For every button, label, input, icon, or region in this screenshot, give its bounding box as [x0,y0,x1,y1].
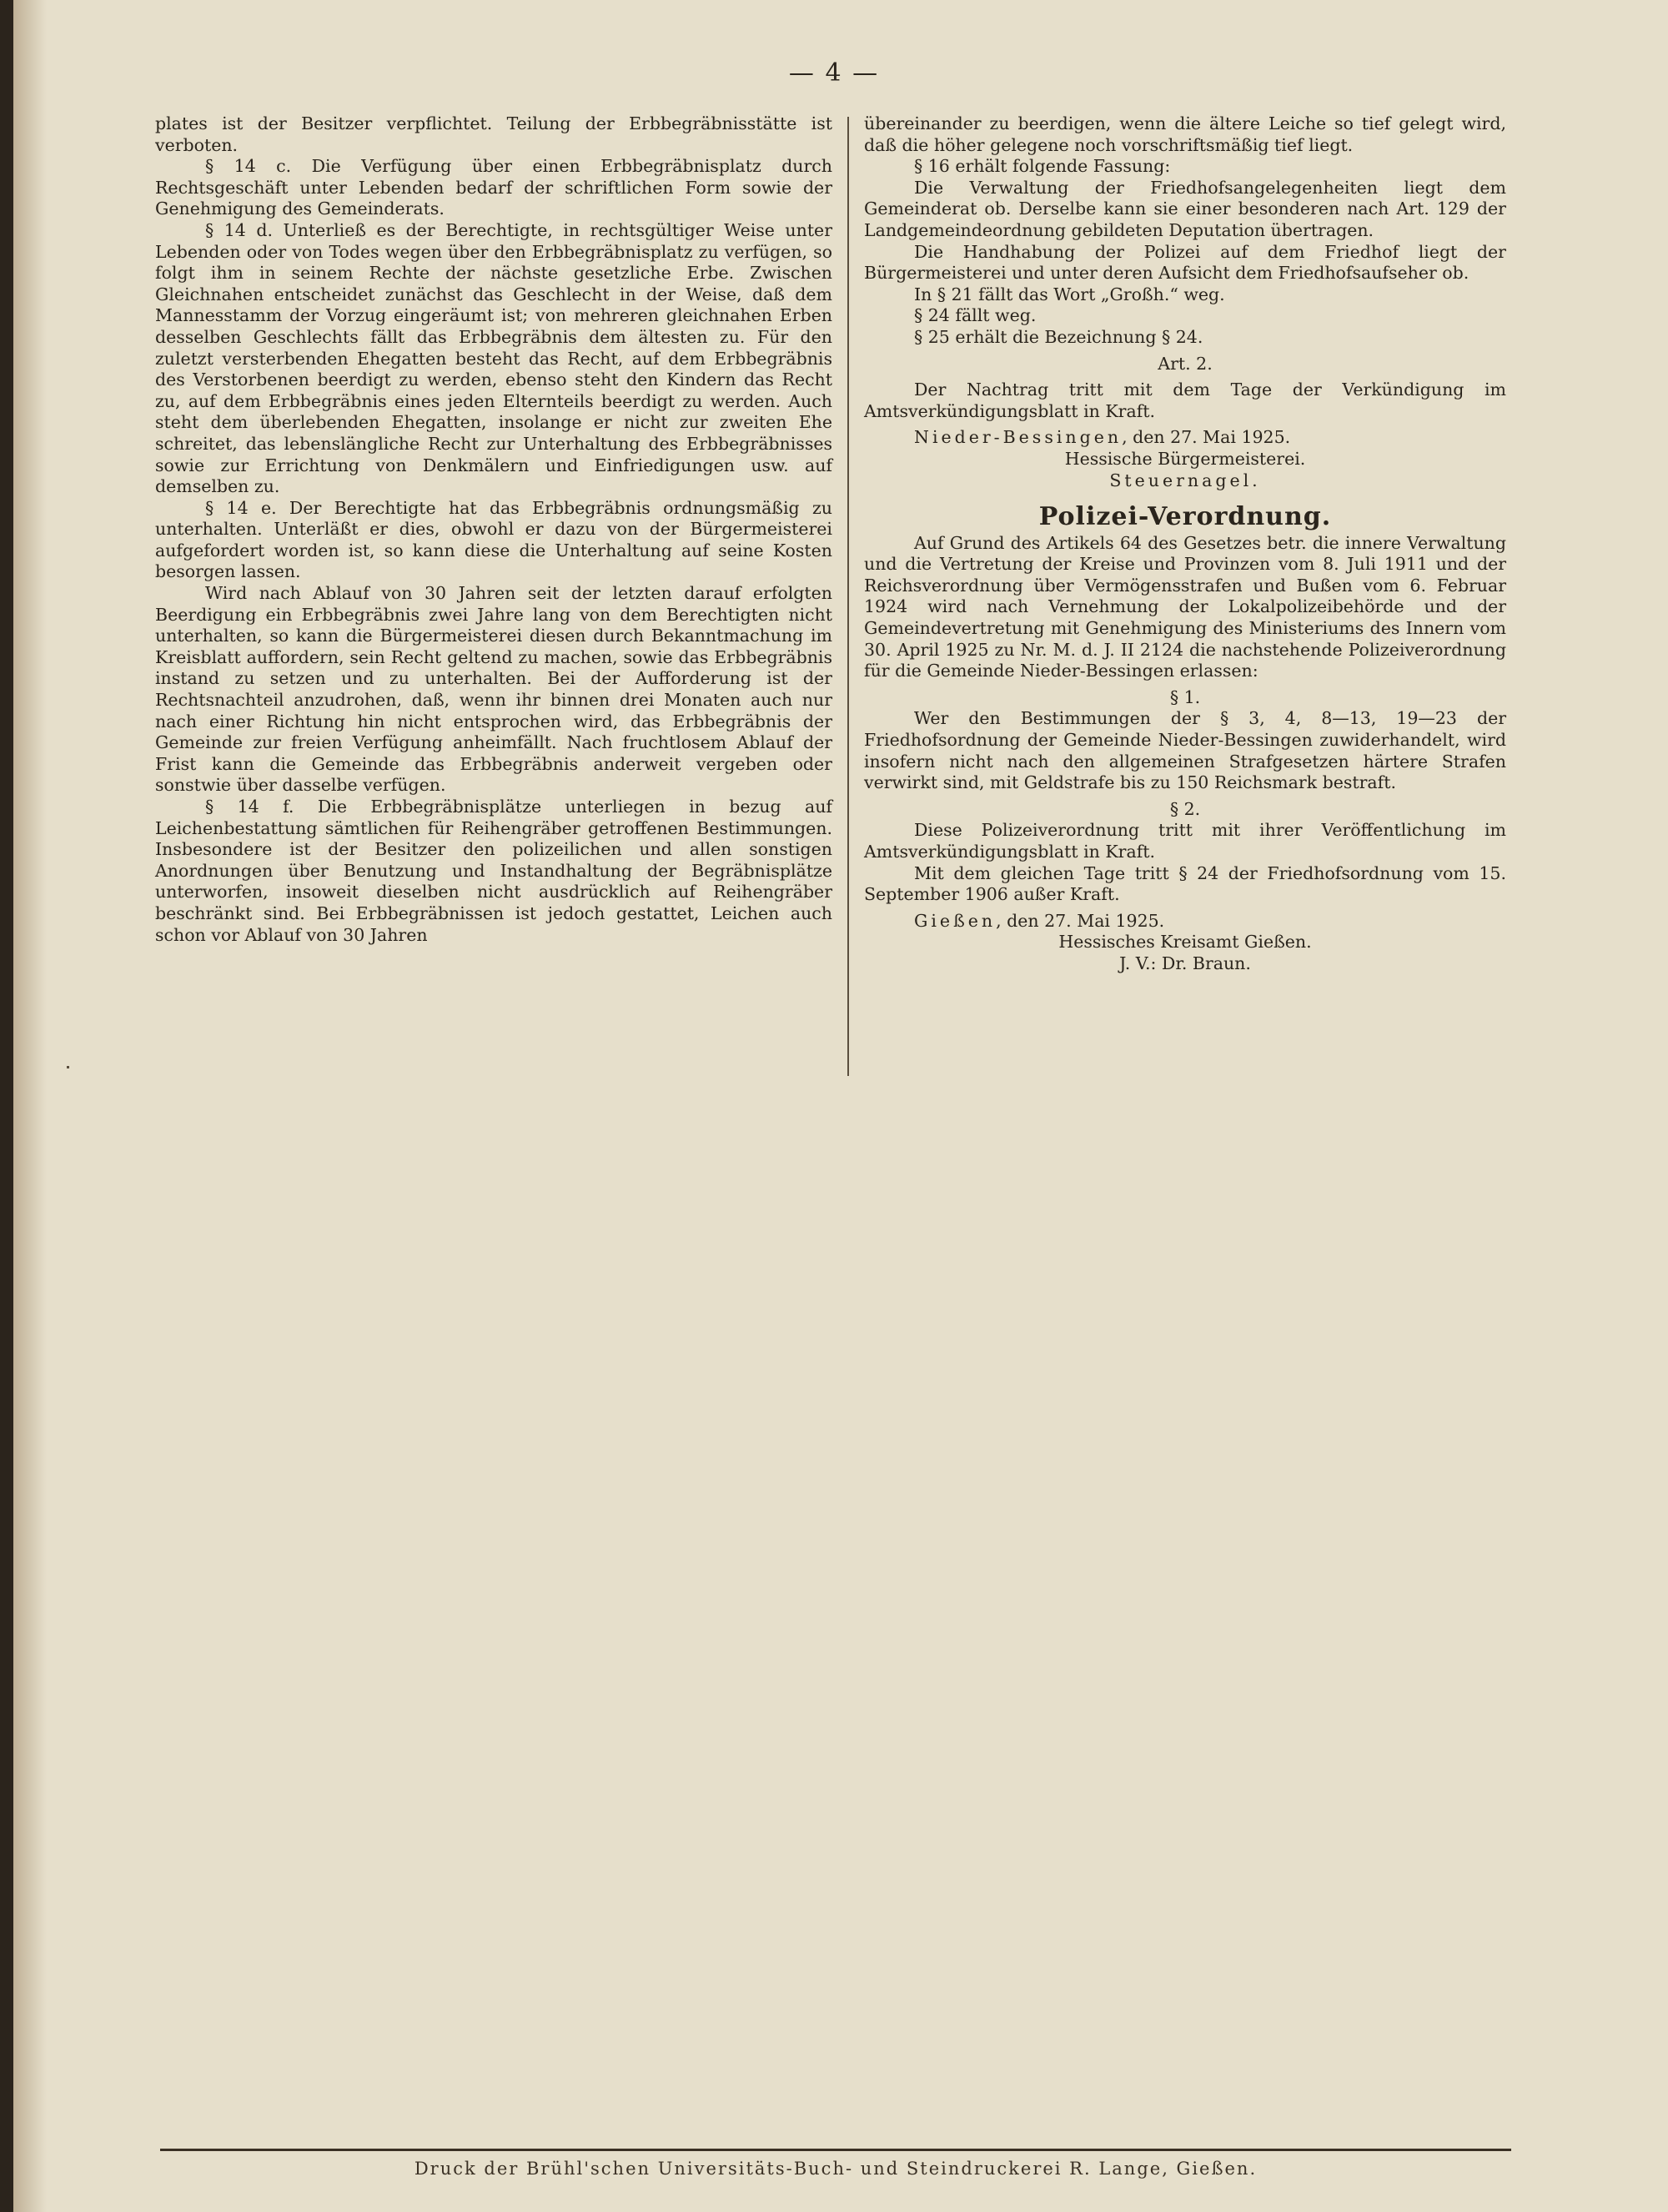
section-2-text-2: Mit dem gleichen Tage tritt § 24 der Friedhofsordnung vom 15. September 1906 außer Kraft. [864,862,1506,905]
paragraph-14e-cont: Wird nach Ablauf von 30 Jahren seit der letzten darauf erfolgten Beerdigung ein Erbbegräbnis zwei Jahre lang von dem Berechtigten nicht unterhalten, so kann die Bürgermeisterei diesen durch Bekanntmachung im Kreisblatt auffordern, sein Recht geltend zu machen, sowie das Erbbegräbnis instand zu setzen und zu unterhalten. Bei der Aufforderung ist der Rechtsnachteil anzudrohen, daß, wenn ihr binnen drei Monaten auch nur nach einer Richtung hin nicht entsprochen wird, das Erbbegräbnis der Gemeinde zur freien Verfügung anheimfällt. Nach fruchtlosem Ablauf der Frist kann die Gemeinde das Erbbegräbnis anderweit vergeben oder sonstwie über dasselbe verfügen. [155,583,832,796]
authority-1: Hessische Bürgermeisterei. [1064,448,1306,469]
place-1: Nieder-Bessingen [914,427,1123,448]
page-number: — 4 — [788,58,880,88]
dateline-1 [864,427,1506,449]
binding-edge [0,0,13,2212]
column-divider [847,117,849,1076]
signer-1: Steuernagel. [1109,470,1261,490]
paragraph-14d: § 14 d. Unterließ es der Berechtigte, in rechtsgültiger Weise unter Lebenden oder von Todes wegen über den Erbbegräbnisplatz zu verfügen, so folgt ihm in seinem Rechte der nächste gesetzliche Erbe. Zwischen Gleichnahen entscheidet zunächst das Geschlecht in der Weise, daß dem Mannesstamm der Vorzug eingeräumt ist; von mehreren gleichnahen Erben desselben Geschlechts fällt das Erbbegräbnis dem ältesten zu. Für den zuletzt versterbenden Ehegatten besteht das Recht, auf dem Erbbegräbnis des Verstorbenen beerdigt zu werden, ebenso steht den Kindern das Recht zu, auf dem Erbbegräbnis eines jeden Elternteils beerdigt zu werden. Auch steht dem überlebenden Ehegatten, insolange er nicht zur zweiten Ehe schreitet, das lebenslängliche Recht zur Unterhaltung des Erbbegräbnisses sowie zur Errichtung von Denkmälern und Einfriedigungen usw. auf demselben zu. [155,219,832,497]
paragraph-16: § 16 erhält folgende Fassung: [914,156,1171,177]
paragraph-24: § 24 fällt weg. [914,305,1037,326]
article-2-text: Der Nachtrag tritt mit dem Tage der Verkündigung im Amtsverkündigungsblatt in Kraft. [864,380,1506,421]
footer-rule [160,2149,1511,2151]
authority-2: Hessisches Kreisamt Gießen. [1058,932,1312,953]
paragraph-plates: plates ist der Besitzer verpflichtet. Teilung der Erbbegräbnisstätte ist verboten. [155,113,832,155]
margin-mark [67,1066,69,1068]
section-heading: Polizei-Verordnung. [1038,502,1332,532]
section-2-heading: § 2. [1169,798,1201,819]
paragraph-16b: Die Handhabung der Polizei auf dem Friedhof liegt der Bürgermeisterei und unter deren Aufsicht dem Friedhofsaufseher ob. [864,241,1506,284]
place-2: Gießen [914,910,997,931]
paragraph-21: In § 21 fällt das Wort „Großh.“ weg. [914,284,1225,304]
section-1-heading: § 1. [1169,686,1201,707]
paragraph-14c: § 14 c. Die Verfügung über einen Erbbegräbnisplatz durch Rechtsgeschäft unter Lebenden bedarf der schriftlichen Form sowie der Genehmigung des Gemeinderats. [155,156,832,219]
section-1-text: Wer den Bestimmungen der § 3, 4, 8—13, 19—23 der Friedhofsordnung der Gemeinde Nieder-Bessingen zuwiderhandelt, wird insofern nicht nach den allgemeinen Strafgesetzen härtere Strafen verwirkt sind, mit Geldstrafe bis zu 150 Reichsmark bestraft. [864,708,1506,793]
date-2: , den 27. Mai 1925. [996,910,1165,931]
date-1: , den 27. Mai 1925. [1122,427,1291,448]
paragraph-25: § 25 erhält die Bezeichnung § 24. [914,326,1203,347]
section-2-text: Diese Polizeiverordnung tritt mit ihrer Veröffentlichung im Amtsverkündigungsblatt in Kraft. [864,820,1506,862]
paragraph-14e: § 14 e. Der Berechtigte hat das Erbbegräbnis ordnungsmäßig zu unterhalten. Unterläßt er dies, obwohl er dazu von der Bürgermeisterei aufgefordert worden ist, so kann diese die Unterhaltung auf seine Kosten besorgen lassen. [155,497,832,582]
right-column [864,113,1506,1081]
signer-2: J. V.: Dr. Braun. [1119,953,1251,973]
paragraph-16a: Die Verwaltung der Friedhofsangelegenheiten liegt dem Gemeinderat ob. Derselbe kann sie einer besonderen nach Art. 129 der Landgemeindeordnung gebildeten Deputation übertragen. [864,177,1506,240]
binding-shadow [13,0,47,2212]
left-column [155,113,832,1073]
paragraph-14f: § 14 f. Die Erbbegräbnisplätze unterliegen in bezug auf Leichenbestattung sämtlichen für Reihengräber getroffenen Bestimmungen. Insbesondere ist der Besitzer den polizeilichen und allen sonstigen Anordnungen über Benutzung und Instandhaltung der Begräbnisplätze unterworfen, insoweit dieselben nicht ausdrücklich auf Reihengräber beschränkt sind. Bei Erbbegräbnissen ist jedoch gestattet, Leichen auch schon vor Ablauf von 30 Jahren [155,797,832,945]
paragraph-intro: übereinander zu beerdigen, wenn die ältere Leiche so tief gelegt wird, daß die höher gelegene noch vorschriftsmäßig tief liegt. [864,113,1506,155]
police-ordinance-intro: Auf Grund des Artikels 64 des Gesetzes betr. die innere Verwaltung und die Vertretung der Kreise und Provinzen vom 8. Juli 1911 und der Reichsverordnung über Vermögensstrafen und Bußen vom 6. Februar 1924 wird nach Vernehmung der Lokalpolizeibehörde und der Gemeindevertretung mit Genehmigung des Ministeriums des Innern vom 30. April 1925 zu Nr. M. d. J. II 2124 die nachstehende Polizeiverordnung für die Gemeinde Nieder-Bessingen erlassen: [864,532,1506,681]
printer-imprint: Druck der Brühl'schen Universitäts-Buch- und Steindruckerei R. Lange, Gießen. [414,2159,1258,2179]
dateline-2 [864,911,1506,933]
article-2-heading: Art. 2. [1158,353,1213,374]
